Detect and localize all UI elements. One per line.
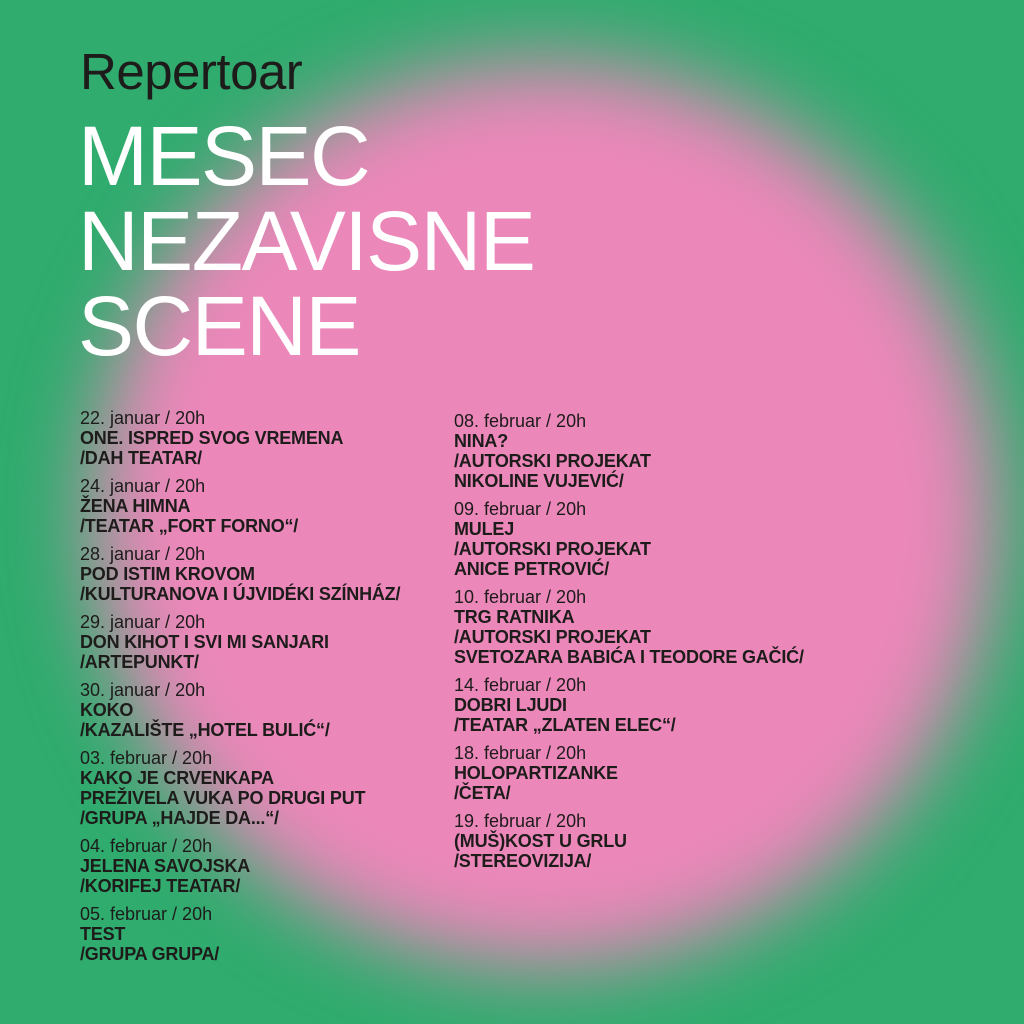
event-date: 14. februar / 20h <box>454 675 587 695</box>
event-block <box>454 743 954 803</box>
event-line: KOKO <box>80 700 134 720</box>
event-line: /KAZALIŠTE „HOTEL BULIĆ“/ <box>80 720 330 740</box>
event-line: SVETOZARA BABIĆA I TEODORE GAČIĆ/ <box>454 647 804 667</box>
event-line: MULEJ <box>454 519 515 539</box>
event-line: /TEATAR „FORT FORNO“/ <box>80 516 299 536</box>
event-block <box>80 612 440 672</box>
event-line: KAKO JE CRVENKAPA <box>80 768 274 788</box>
event-block <box>454 675 954 735</box>
event-line: DOBRI LJUDI <box>454 695 567 715</box>
event-line: /KORIFEJ TEATAR/ <box>80 876 241 896</box>
event-date: 09. februar / 20h <box>454 499 587 519</box>
event-block <box>80 476 440 536</box>
event-date: 08. februar / 20h <box>454 411 587 431</box>
event-block <box>80 680 440 740</box>
event-line: /GRUPA GRUPA/ <box>80 944 220 964</box>
event-line: /AUTORSKI PROJEKAT <box>454 451 651 471</box>
event-block <box>80 408 440 468</box>
event-line: POD ISTIM KROVOM <box>80 564 255 584</box>
event-line: TRG RATNIKA <box>454 607 575 627</box>
event-block <box>454 811 954 871</box>
event-line: JELENA SAVOJSKA <box>80 856 251 876</box>
event-line: DON KIHOT I SVI MI SANJARI <box>80 632 329 652</box>
title-line-1: MESEC <box>78 109 370 203</box>
event-line: /AUTORSKI PROJEKAT <box>454 539 651 559</box>
event-date: 10. februar / 20h <box>454 587 587 607</box>
event-date: 19. februar / 20h <box>454 811 587 831</box>
event-block <box>80 544 440 604</box>
event-line: NINA? <box>454 431 508 451</box>
title-line-2: NEZAVISNE <box>78 194 535 288</box>
event-date: 18. februar / 20h <box>454 743 587 763</box>
event-block <box>80 836 440 896</box>
title-line-3: SCENE <box>78 279 360 373</box>
event-line: (MUŠ)KOST U GRLU <box>454 831 627 851</box>
event-column-right <box>454 411 954 879</box>
event-line: ONE. ISPRED SVOG VREMENA <box>80 428 344 448</box>
event-date: 29. januar / 20h <box>80 612 206 632</box>
event-line: /GRUPA „HAJDE DA...“/ <box>80 808 279 828</box>
event-line: /DAH TEATAR/ <box>80 448 202 468</box>
event-line: ŽENA HIMNA <box>80 496 191 516</box>
event-block <box>80 748 440 828</box>
event-line: TEST <box>80 924 126 944</box>
event-line: /STEREOVIZIJA/ <box>454 851 592 871</box>
event-date: 04. februar / 20h <box>80 836 213 856</box>
event-line: HOLOPARTIZANKE <box>454 763 618 783</box>
event-line: PREŽIVELA VUKA PO DRUGI PUT <box>80 788 366 808</box>
event-block <box>454 587 954 667</box>
event-line: NIKOLINE VUJEVIĆ/ <box>454 471 624 491</box>
event-block <box>454 411 954 491</box>
event-date: 28. januar / 20h <box>80 544 206 564</box>
event-date: 24. januar / 20h <box>80 476 206 496</box>
event-date: 05. februar / 20h <box>80 904 213 924</box>
event-line: /ARTEPUNKT/ <box>80 652 199 672</box>
event-line: /AUTORSKI PROJEKAT <box>454 627 651 647</box>
event-block <box>454 499 954 579</box>
event-line: /ČETA/ <box>454 783 511 803</box>
poster-kicker: Repertoar <box>80 43 303 100</box>
event-date: 30. januar / 20h <box>80 680 206 700</box>
event-block <box>80 904 440 964</box>
event-line: /TEATAR „ZLATEN ELEC“/ <box>454 715 676 735</box>
event-date: 22. januar / 20h <box>80 408 206 428</box>
event-date: 03. februar / 20h <box>80 748 213 768</box>
event-line: /KULTURANOVA I ÚJVIDÉKI SZÍNHÁZ/ <box>80 584 401 604</box>
poster-title <box>78 109 535 373</box>
event-line: ANICE PETROVIĆ/ <box>454 559 610 579</box>
event-column-left <box>80 408 440 972</box>
